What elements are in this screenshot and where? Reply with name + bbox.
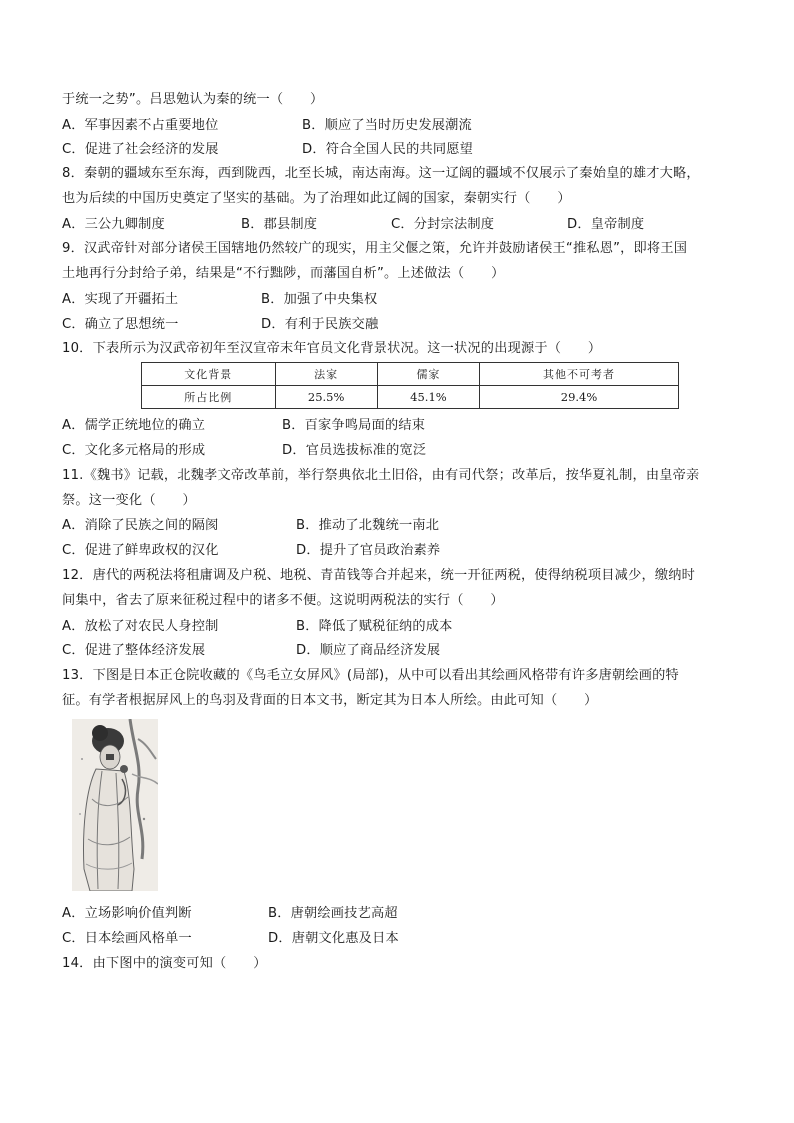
q11-option-b[interactable]: B．推动了北魏统一南北 (296, 518, 440, 533)
standing-lady-painting-illustration (72, 719, 158, 891)
q13-option-a[interactable]: A．立场影响价值判断 (62, 906, 192, 921)
table-cell: 45.1% (377, 386, 479, 409)
q7-option-c[interactable]: C．促进了社会经济的发展 (62, 142, 219, 157)
q11-option-a[interactable]: A．消除了民族之间的隔阂 (62, 518, 219, 533)
table-cell: 25.5% (275, 386, 377, 409)
table-row-label: 所占比例 (142, 386, 276, 409)
table-cell: 29.4% (480, 386, 679, 409)
q11-option-d[interactable]: D．提升了官员政治素养 (296, 543, 441, 558)
q7-stem-tail: 于统一之势”。吕思勉认为秦的统一（ ） (62, 92, 324, 107)
q7-option-b[interactable]: B．顺应了当时历史发展潮流 (302, 118, 472, 133)
q8-option-a[interactable]: A．三公九卿制度 (62, 217, 165, 232)
q12-option-a[interactable]: A．放松了对农民人身控制 (62, 619, 219, 634)
table-header-cell: 法家 (275, 363, 377, 386)
q9-stem-2: 土地再行分封给子弟，结果是“不行黜陟，而藩国自析”。上述做法（ ） (62, 266, 505, 281)
q11-stem-1: 11.《魏书》记载，北魏孝文帝改革前，举行祭典依北土旧俗，由有司代祭；改革后，按华夏礼制，由皇帝亲 (62, 468, 700, 483)
q7-option-d[interactable]: D．符合全国人民的共同愿望 (302, 142, 474, 157)
q10-option-c[interactable]: C．文化多元格局的形成 (62, 443, 206, 458)
q13-option-b[interactable]: B．唐朝绘画技艺高超 (268, 906, 398, 921)
q12-option-c[interactable]: C．促进了整体经济发展 (62, 643, 206, 658)
q13-stem-2: 征。有学者根据屏风上的鸟羽及背面的日本文书，断定其为日本人所绘。由此可知（ ） (62, 693, 598, 708)
q9-option-d[interactable]: D．有利于民族交融 (261, 317, 379, 332)
culture-background-table (141, 362, 679, 409)
q8-option-d[interactable]: D．皇帝制度 (567, 217, 645, 232)
q12-stem-2: 间集中，省去了原来征税过程中的诸多不便。这说明两税法的实行（ ） (62, 593, 504, 608)
q8-stem-2: 也为后续的中国历史奠定了坚实的基础。为了治理如此辽阔的国家，秦朝实行（ ） (62, 191, 571, 206)
q10-stem: 10．下表所示为汉武帝初年至汉宣帝末年官员文化背景状况。这一状况的出现源于（ ） (62, 341, 602, 356)
q9-option-a[interactable]: A．实现了开疆拓土 (62, 292, 179, 307)
q12-option-d[interactable]: D．顺应了商品经济发展 (296, 643, 441, 658)
q11-stem-2: 祭。这一变化（ ） (62, 493, 196, 508)
q12-stem-1: 12．唐代的两税法将租庸调及户税、地税、青苗钱等合并起来，统一开征两税，使得纳税项目减少，缴纳时 (62, 568, 696, 583)
table-header-row (142, 363, 679, 386)
q13-stem-1: 13．下图是日本正仓院收藏的《鸟毛立女屏风》(局部)，从中可以看出其绘画风格带有许多唐朝绘画的特 (62, 668, 679, 683)
q14-stem: 14．由下图中的演变可知（ ） (62, 956, 267, 971)
table-header-cell: 其他不可考者 (480, 363, 679, 386)
q10-option-b[interactable]: B．百家争鸣局面的结束 (282, 418, 426, 433)
q9-stem-1: 9．汉武帝针对部分诸侯王国辖地仍然较广的现实，用主父偃之策，允许并鼓励诸侯王“推私恩”，即将王国 (62, 241, 688, 256)
q10-option-a[interactable]: A．儒学正统地位的确立 (62, 418, 206, 433)
q10-option-d[interactable]: D．官员选拔标准的宽泛 (282, 443, 427, 458)
q11-option-c[interactable]: C．促进了鲜卑政权的汉化 (62, 543, 219, 558)
table-header-cell: 文化背景 (142, 363, 276, 386)
screen-painting-figure (72, 719, 158, 891)
q12-option-b[interactable]: B．降低了赋税征纳的成本 (296, 619, 453, 634)
q9-option-c[interactable]: C．确立了思想统一 (62, 317, 179, 332)
q8-option-c[interactable]: C．分封宗法制度 (391, 217, 495, 232)
q13-option-d[interactable]: D．唐朝文化惠及日本 (268, 931, 399, 946)
q13-option-c[interactable]: C．日本绘画风格单一 (62, 931, 192, 946)
q9-option-b[interactable]: B．加强了中央集权 (261, 292, 378, 307)
table-row (142, 386, 679, 409)
q8-stem-1: 8．秦朝的疆域东至东海，西到陇西，北至长城，南达南海。这一辽阔的疆域不仅展示了秦始皇的雄才大略， (62, 166, 700, 181)
q7-option-a[interactable]: A．军事因素不占重要地位 (62, 118, 219, 133)
q8-option-b[interactable]: B．郡县制度 (241, 217, 318, 232)
table-header-cell: 儒家 (377, 363, 479, 386)
